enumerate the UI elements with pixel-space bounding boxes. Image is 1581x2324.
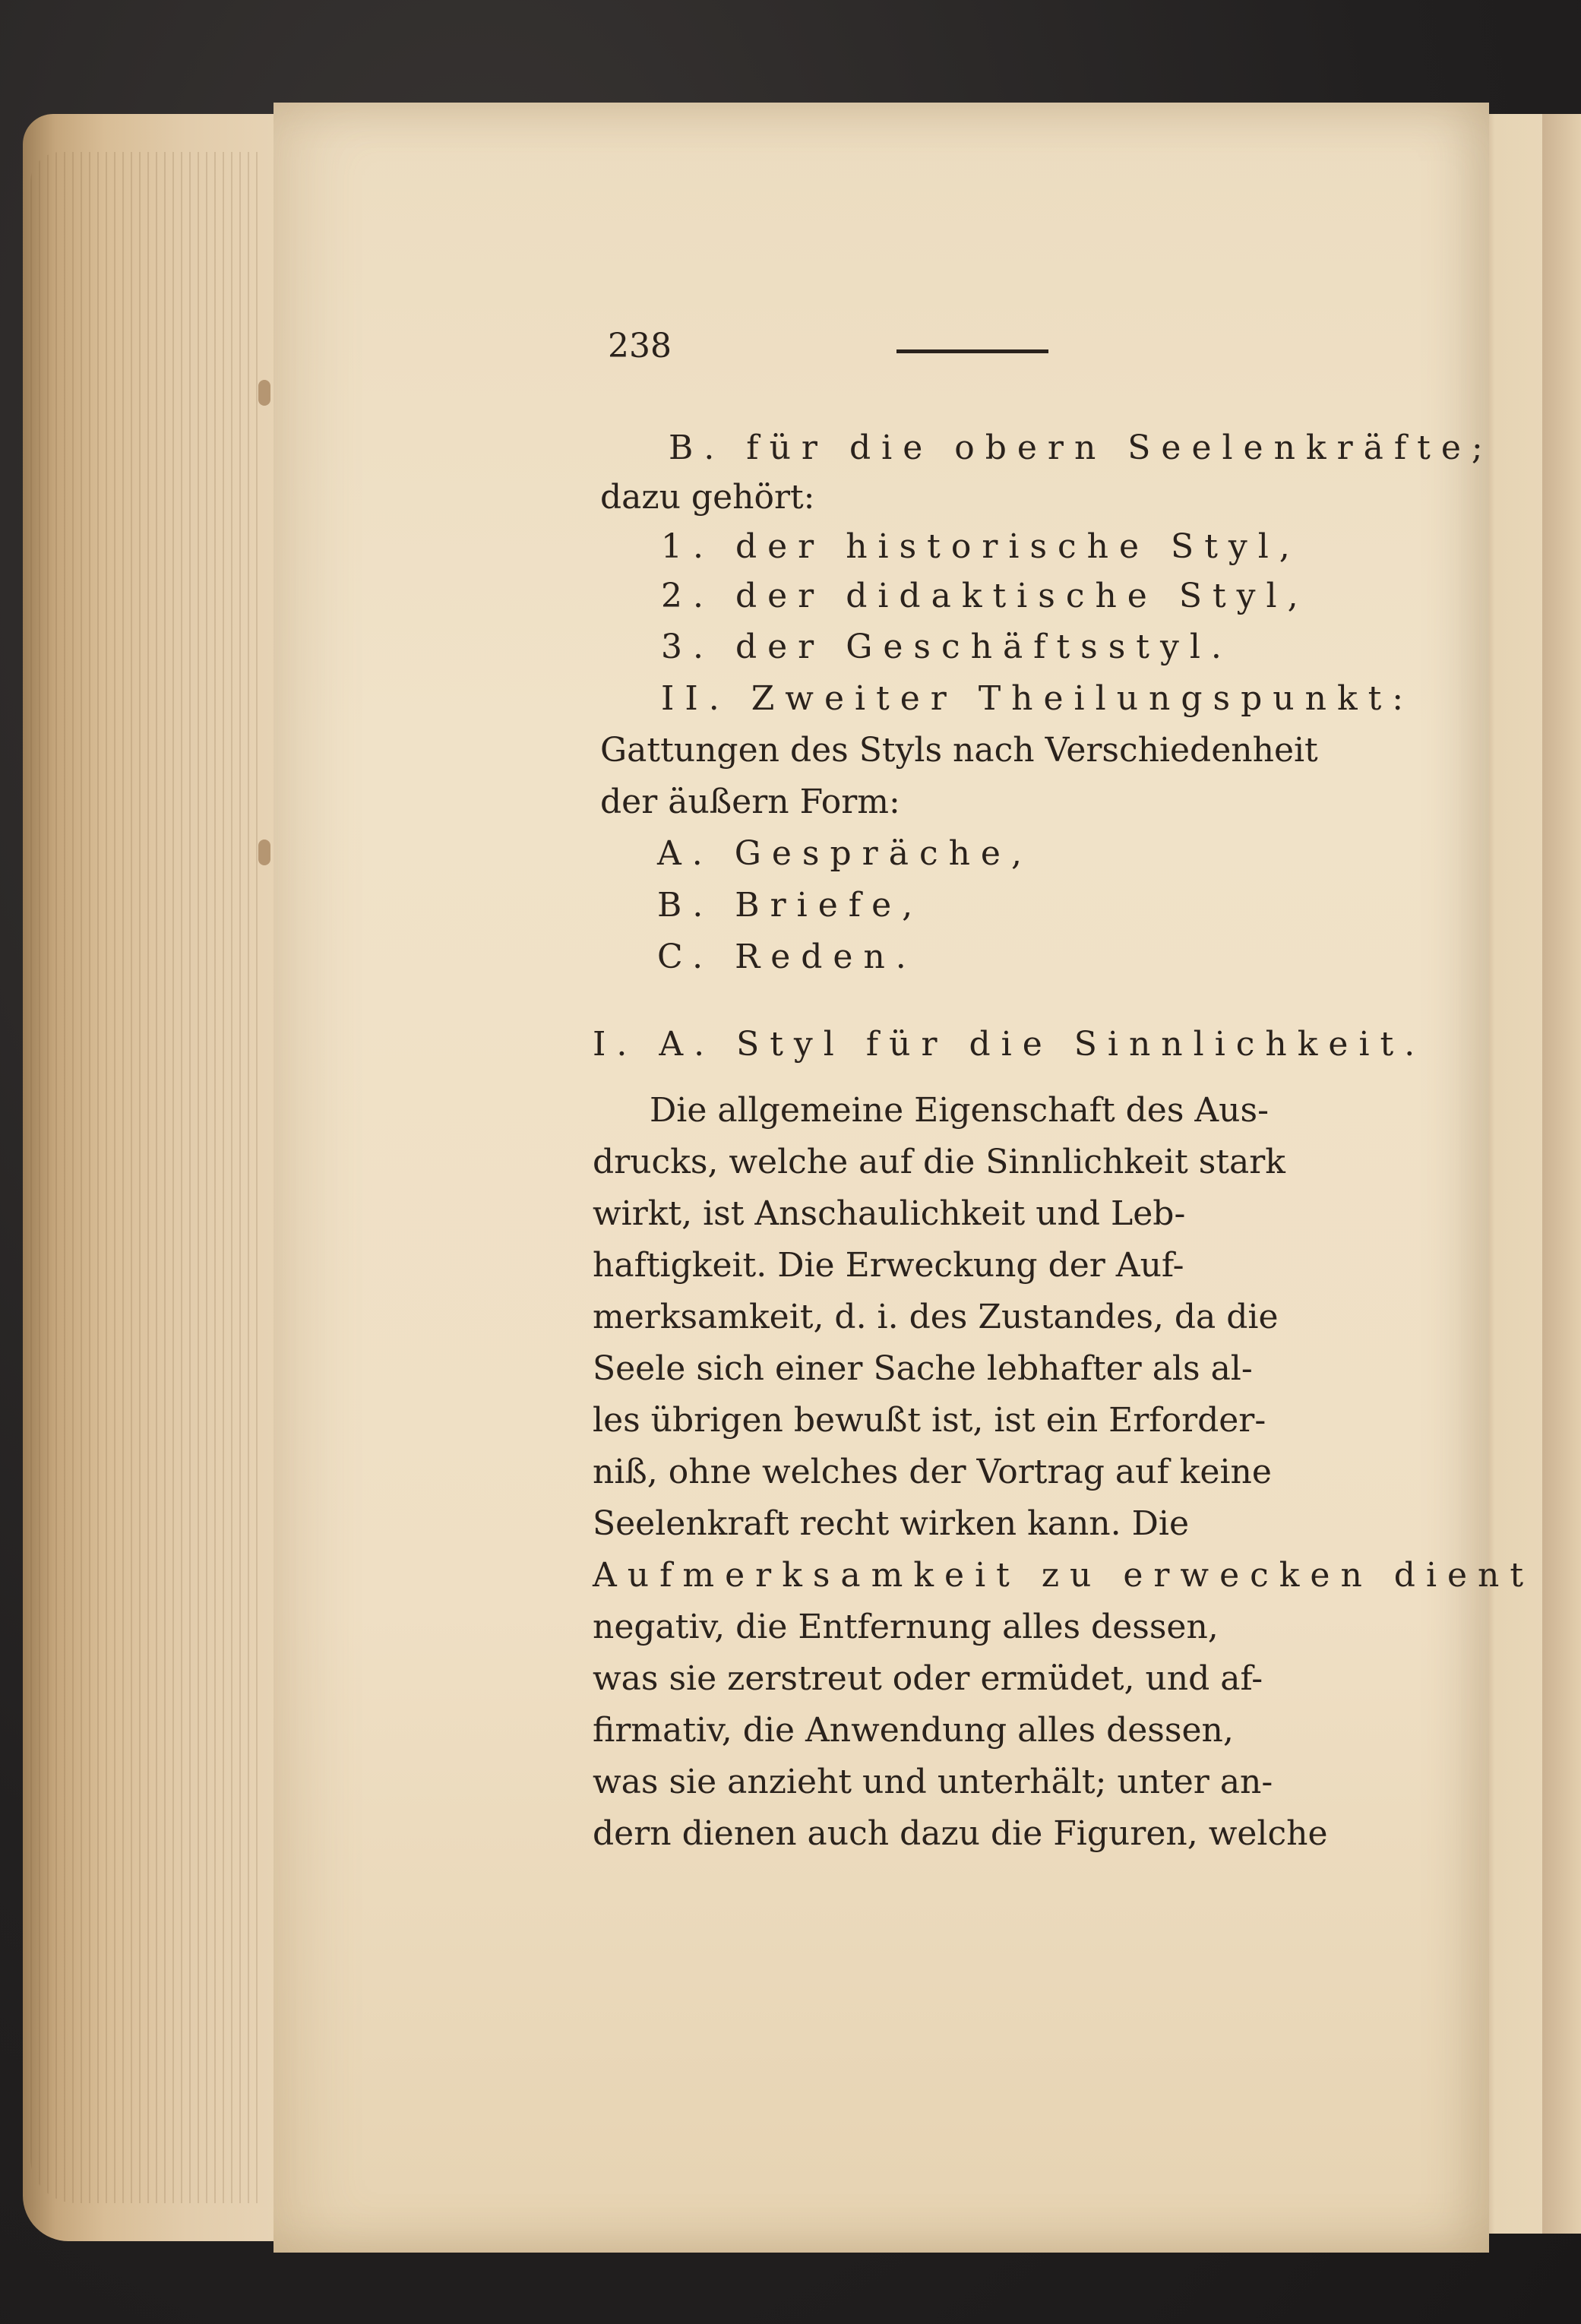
text-line: Seelenkraft recht wirken kann. Die [593, 1504, 1189, 1543]
text-line: dazu gehört: [600, 478, 815, 517]
text-line: haftigkeit. Die Erweckung der Auf- [593, 1246, 1184, 1285]
binding-mark-icon [258, 839, 270, 865]
text-line: 2. der didaktische Styl, [661, 577, 1309, 615]
binding-mark-icon [258, 380, 270, 406]
text-line: les übrigen bewußt ist, ist ein Erforder- [593, 1401, 1266, 1440]
text-line: Die allgemeine Eigenschaft des Aus- [650, 1091, 1269, 1130]
text-line: B. Briefe, [657, 886, 924, 925]
text-line: B. für die obern Seelenkräfte; [669, 428, 1494, 467]
text-line: dern dienen auch dazu die Figuren, welche [593, 1814, 1328, 1853]
text-line: Aufmerksamkeit zu erwecken dient [593, 1556, 1535, 1595]
text-line: C. Reden. [657, 938, 917, 976]
text-line: negativ, die Entfernung alles dessen, [593, 1608, 1219, 1646]
text-line: Seele sich einer Sache lebhafter als al- [593, 1349, 1253, 1388]
text-line: merksamkeit, d. i. des Zustandes, da die [593, 1298, 1279, 1336]
text-line: wirkt, ist Anschaulichkeit und Leb- [593, 1194, 1186, 1233]
text-line: was sie anzieht und unterhält; unter an- [593, 1763, 1273, 1801]
page-number: 238 [608, 327, 672, 365]
text-line: II. Zweiter Theilungspunkt: [661, 679, 1415, 718]
text-line: firmativ, die Anwendung alles dessen, [593, 1711, 1234, 1750]
text-line: A. Gespräche, [657, 834, 1032, 873]
text-line: 3. der Geschäftsstyl. [661, 628, 1232, 666]
text-line: niß, ohne welches der Vortrag auf keine [593, 1453, 1272, 1491]
text-line: was sie zerstreut oder ermüdet, und af- [593, 1659, 1263, 1698]
section-heading: I. A. Styl für die Sinnlichkeit. [593, 1025, 1426, 1064]
facing-page-edge [1542, 114, 1581, 2234]
text-line: 1. der historische Styl, [661, 527, 1301, 566]
text-line: Gattungen des Styls nach Verschiedenheit [600, 731, 1318, 770]
page-edges-texture [30, 152, 258, 2203]
text-line: drucks, welche auf die Sinnlichkeit stark [593, 1143, 1285, 1181]
header-rule [896, 349, 1048, 353]
text-line: der äußern Form: [600, 783, 900, 821]
